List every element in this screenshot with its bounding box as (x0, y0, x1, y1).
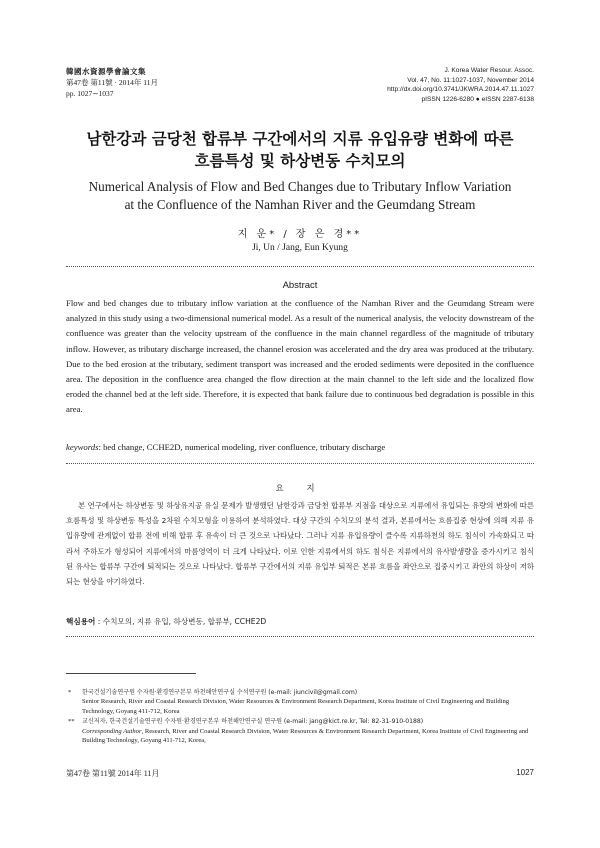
journal-pages: pp. 1027∼1037 (66, 89, 114, 98)
journal-name-en: J. Korea Water Resour. Assoc. (444, 67, 534, 74)
summary-ko-heading: 요 지 (275, 484, 325, 494)
keywords-list: : bed change, CCHE2D, numerical modeling, river confluence, tributary discharge (98, 442, 386, 452)
authors-en: Ji, Un / Jang, Eun Kyung (252, 243, 348, 253)
abstract-heading: Abstract (282, 280, 318, 291)
keywords-ko-list: : 수치모의, 지류 유입, 하상변동, 합류부, CCHE2D (95, 617, 267, 626)
footnote-mark: ** (68, 718, 75, 726)
footnote-rule (66, 673, 196, 674)
footer-issue: 第47卷 第11號 2014年 11月 (66, 769, 160, 778)
summary-ko-body (66, 498, 534, 589)
title-ko-line1: 남한강과 금당천 합류부 구간에서의 지류 유입유량 변화에 따른 (86, 130, 514, 148)
page-number: 1027 (516, 768, 534, 777)
title-en-line2: at the Confluence of the Namhan River and the Geumdang Stream (124, 197, 476, 212)
footnote-author-2 (66, 717, 534, 745)
keywords-ko (66, 616, 534, 627)
divider-middle (66, 463, 534, 464)
summary-ko-text: 본 연구에서는 하상변동 및 하상유지공 유실 문제가 발생했던 남한강과 금당천 합류부 지점을 대상으로 지류에서 유입되는 유량의 변화에 따른 흐름특성 및 하상변동 특성을 2차원 수치모형을 이용하여 분석하였다. 대상 구간의 수치모의 분석 결과, 본류에서는 흐름집중 현상에 의해 지류 유입유량에 관계없이 합류 전에 비해 합류 후 유속이 더 큰 것으로 나타났다. 그러나 지류 유입유량이 클수록 지류하천의 하도 침식이 가속화되고 따라서 주하도가 형성되어 지류에서의 마름영역이 더 크게 나타났다. 이로 인한 지류에서의 하도 침식은 지류에서의 유사발생량을 증가시키고 침식된 유사는 합류부 구간에 퇴적되는 것으로 나타났다. 합류부 구간에서의 지류 유입부 퇴적은 본류 흐름을 좌안으로 집중시키고 좌안의 하상이 저하되는 현상을 야기하였다. (66, 501, 534, 587)
journal-header-right (387, 66, 534, 104)
authors-ko: 지 운* / 장 은 경** (237, 229, 363, 240)
footnote-ko: 교신저자, 한국건설기술연구원 수자원·환경연구본부 하천해안연구실 연구원 (e-mail: jang@kict.re.kr, Tel: 82-31-910-0188) (82, 718, 424, 726)
footnote-en-text: , Research, River and Coastal Research Division, Water Resources & Environment Research Department, Korea Institute of Civil Engineering and Building Technology, Goyang 411-712, Korea, (82, 727, 529, 745)
journal-name-ko: 韓國水資源學會論文集 (66, 67, 146, 76)
keywords-label: keywords (66, 442, 99, 452)
keywords-ko-label: 핵심용어 (66, 617, 96, 626)
divider-top (66, 266, 534, 267)
footnote-mark: * (68, 689, 72, 696)
journal-volume-ko: 第47卷 第11號 · 2014年 11月 (66, 78, 158, 87)
issn: pISSN 1226-6280 ● eISSN 2287-6138 (421, 95, 534, 103)
journal-header-left (66, 66, 158, 99)
footnotes (66, 688, 534, 746)
keywords-en (66, 440, 534, 454)
footnote-ko: 한국건설기술연구원 수자원·환경연구본부 하천해안연구실 수석연구원 (e-mail: jiuncivil@gmail.com) (82, 689, 358, 696)
title-ko-line2: 흐름특성 및 하상변동 수치모의 (194, 152, 406, 170)
title-en-line1: Numerical Analysis of Flow and Bed Changes due to Tributary Inflow Variation (88, 179, 512, 194)
doi-link[interactable]: http://dx.doi.org/10.3741/JKWRA.2014.47.11.1027 (387, 86, 534, 94)
abstract-text: Flow and bed changes due to tributary inflow variation at the confluence of the Namhan River and the Geumdang Stream were analyzed in this study using a two-dimensional numerical model. As a result of the numerical analysis, the velocity downstream of the confluence was greater than the velocity upstream of the confluence in the main channel regardless of the magnitude of tributary inflow. However, as tributary discharge increased, the channel erosion was accelerated and the dry area was produced at the tributary. Due to the bed erosion at the tributary, sediment transport was increased and the eroded sediments were deposited in the confluence area. The deposition in the confluence area changed the flow direction at the main channel to the left side and the localized flow eroded the channel bed at the left side. Therefore, it is expected that bank failure due to continuous bed degradation is possible in this area. (66, 298, 534, 415)
footnote-en (82, 727, 534, 746)
corresponding-author-label: Corresponding Author (82, 727, 142, 735)
footnote-author-1 (66, 688, 534, 716)
divider-bottom (66, 636, 534, 637)
footnote-en: Senior Research, River and Coastal Research Division, Water Resources & Environment Research Department, Korea Institute of Civil Engineering and Building Technology, Goyang 411-712, Korea (82, 698, 510, 715)
journal-volume-en: Vol. 47, No. 11:1027-1037, November 2014 (407, 76, 534, 84)
